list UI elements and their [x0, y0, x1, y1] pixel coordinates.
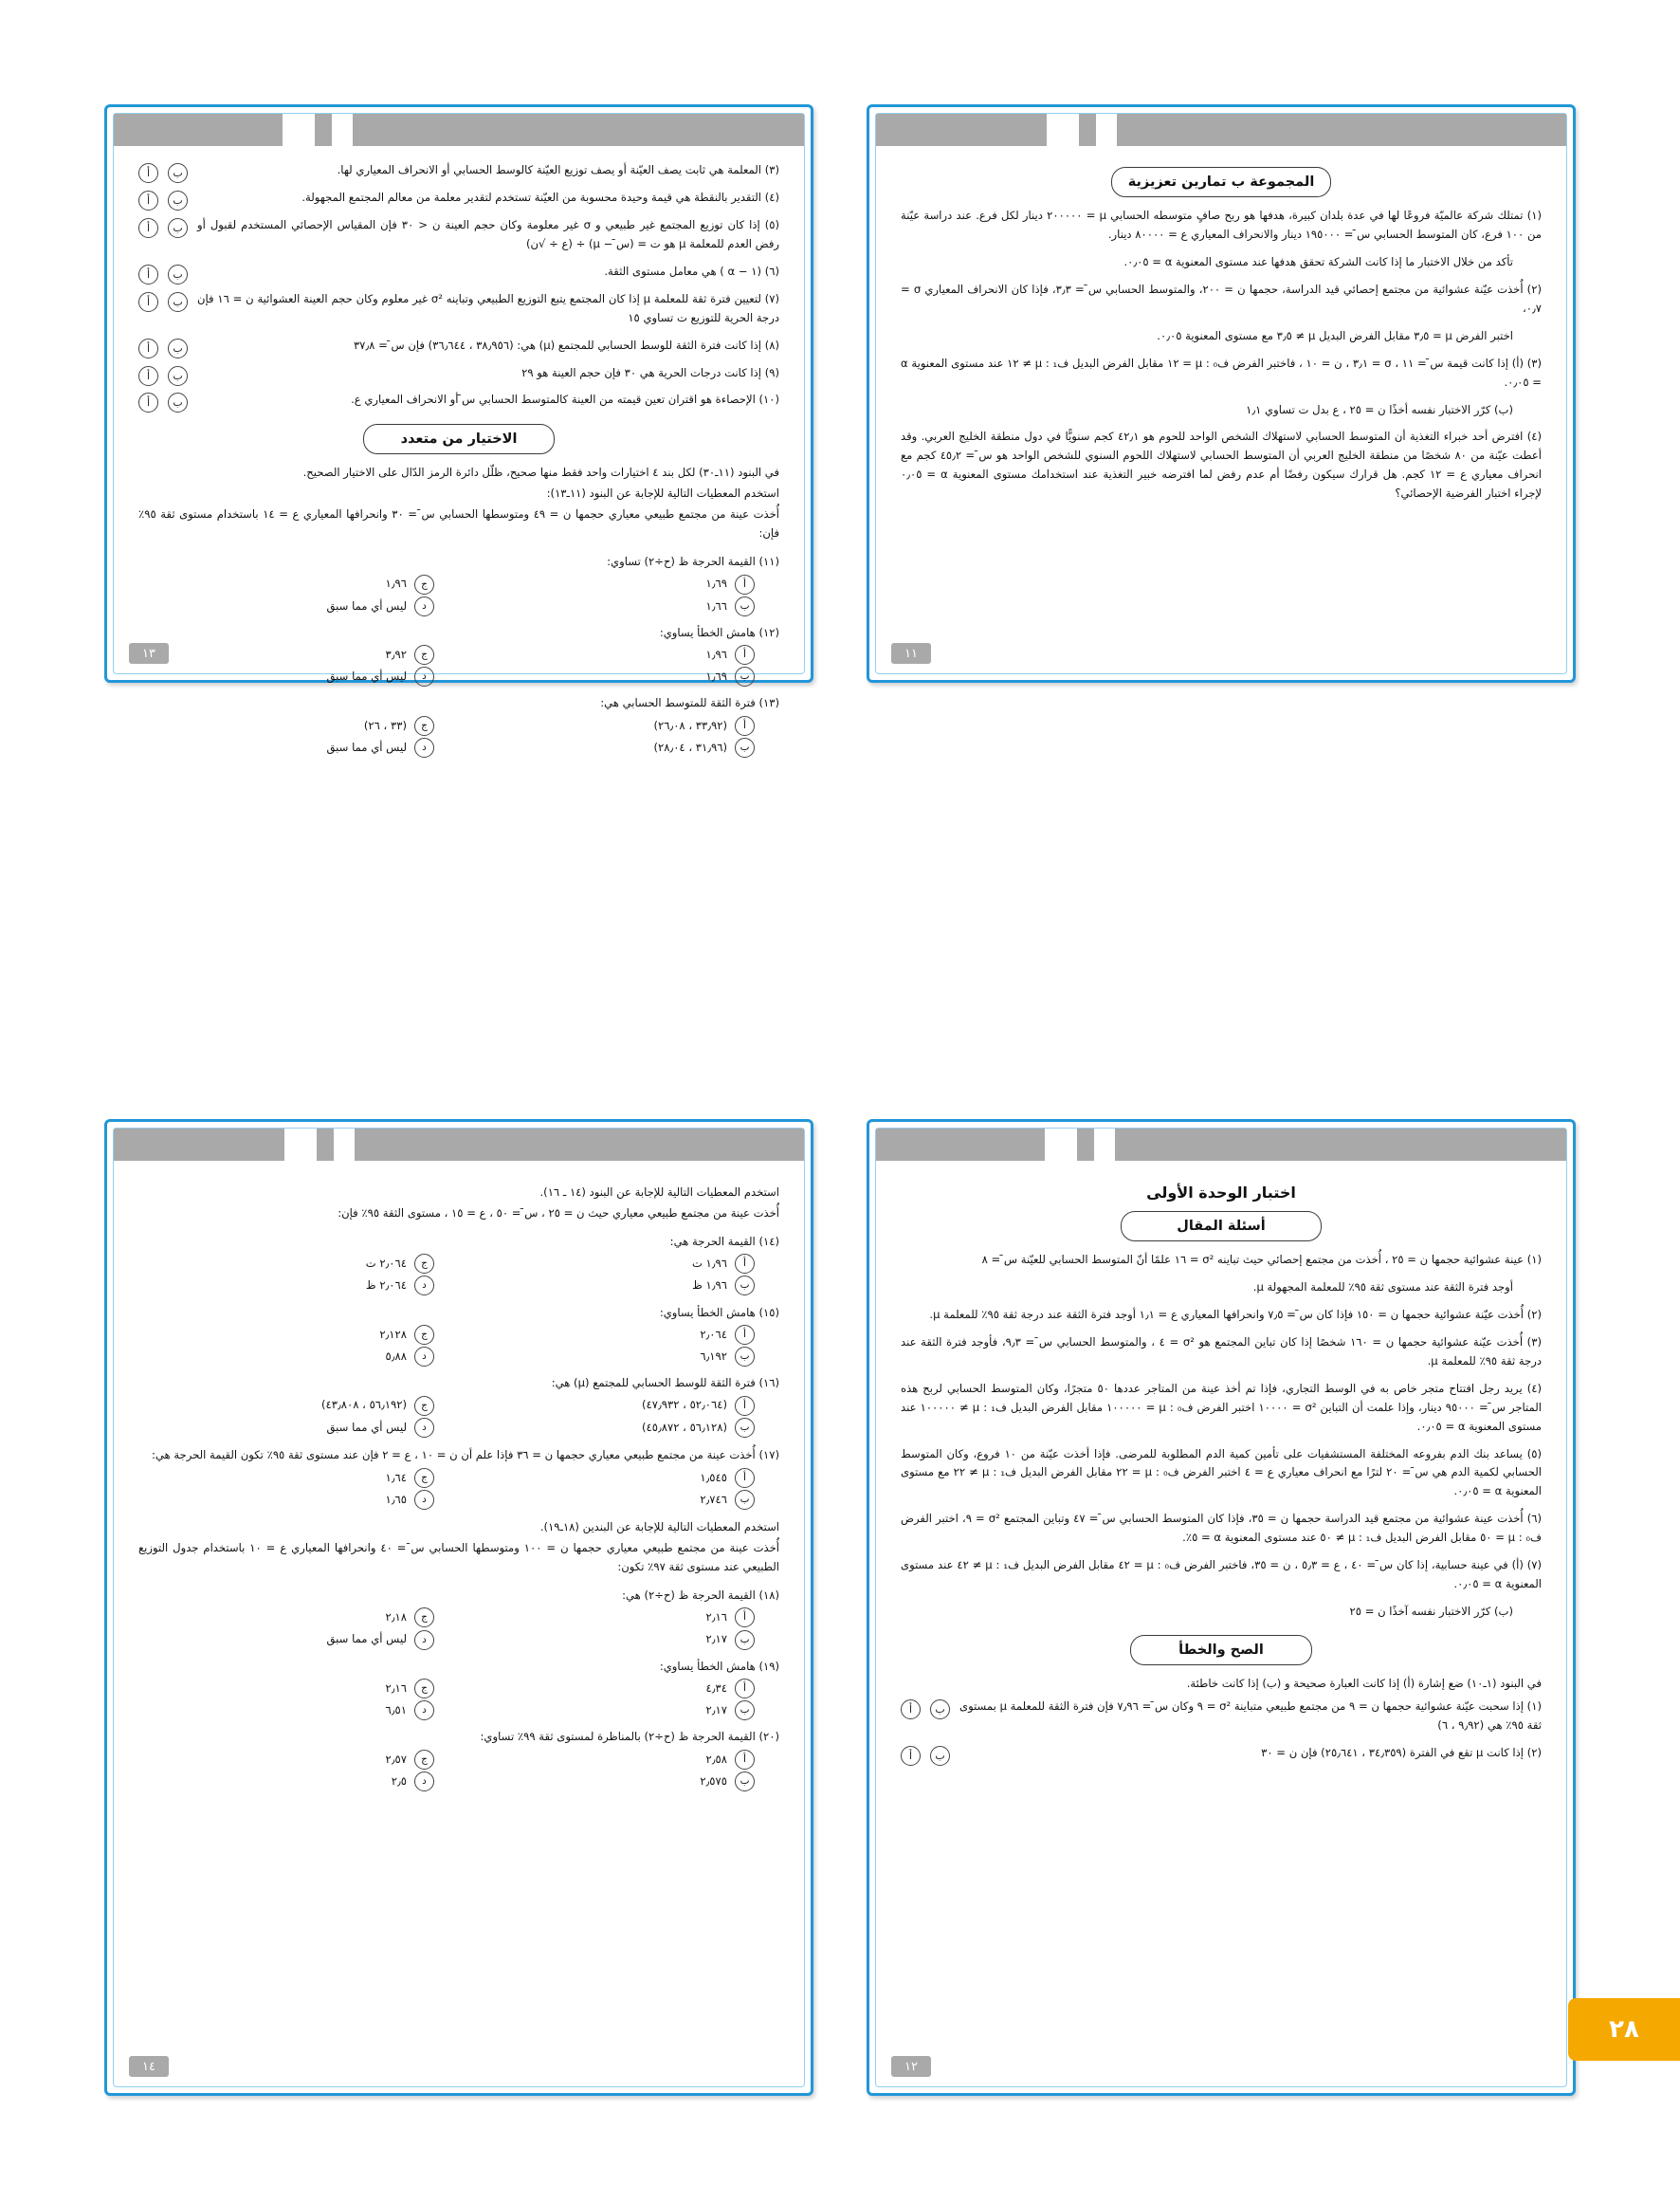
option[interactable] — [459, 1467, 779, 1489]
option-circle-b[interactable]: ب — [168, 366, 188, 386]
option-label[interactable]: أ — [735, 575, 755, 595]
options-grid — [138, 715, 779, 759]
tf-answer-options[interactable] — [901, 1698, 950, 1719]
option-label[interactable]: د — [414, 1700, 434, 1720]
option[interactable] — [459, 666, 779, 688]
option-text: ٢٫١٦ — [385, 1680, 407, 1695]
page-header-bar — [876, 114, 1566, 146]
option-label[interactable]: ج — [414, 645, 434, 665]
option-label[interactable]: أ — [735, 1325, 755, 1345]
option-label[interactable]: أ — [735, 1468, 755, 1488]
question-stem: (١٤) القيمة الحرجة هي: — [669, 1234, 779, 1248]
option[interactable] — [138, 1253, 459, 1275]
exercise-item: اختبر الفرض μ = ٣٫٥ مقابل الفرض البديل μ ≠ ٣٫٥ مع مستوى المعنوية ٠٫٠٥. — [1157, 328, 1513, 342]
option-text: ٢٫٠٦٤ — [700, 1327, 727, 1341]
exercise-item: تأكد من خلال الاختبار ما إذا كانت الشركة تحقق هدفها عند مستوى المعنوية α = ٠٫٠٥. — [1123, 254, 1513, 268]
option-text: ٢٫٥٧٥ — [700, 1773, 727, 1788]
option[interactable] — [138, 1275, 459, 1296]
option-label[interactable]: د — [414, 1772, 434, 1791]
tf-row — [901, 1698, 1542, 1744]
mcq-given: أُخذت عينة من مجتمع طبيعي معياري حجمها ن = ٤٩ ومتوسطها الحسابي س̄ = ٣٠ وانحرافها المعياري ع = ١٤ باستخدام مستوى ثقة ٩٥٪ فإن: — [138, 507, 780, 541]
option-text: ٥٫٨٨ — [385, 1349, 407, 1363]
option-circle-b[interactable]: ب — [168, 218, 188, 238]
tf-statement: (١) إذا سحبت عيّنة عشوائية حجمها ن = ٩ من مجتمع طبيعي متباينة σ² = ٩ وكان س̄ = ٧٫٩٦ فإن فترة الثقة للمعلمة μ بمستوى ثقة ٩٥٪ هي (٩٫٩٢ ، ٦) — [959, 1698, 1542, 1732]
question-stem: (١٧) أُخذت عينة من مجتمع طبيعي معياري حجمها ن = ٣٦ فإذا علم أن ن = ١٠ ، ع = ٢ فإن عند مستوى ثقة ٩٥٪ تكون القيمة الحرجة هي: — [151, 1447, 779, 1461]
option[interactable] — [138, 644, 459, 666]
header-gap-b — [1094, 1129, 1115, 1161]
option-circle-b[interactable]: ب — [168, 163, 188, 183]
tf-statement: (٨) إذا كانت فترة الثقة للوسط الحسابي للمجتمع (μ) هي: (٣٨٫٩٥٦ ، ٣٦٫٦٤٤) فإن س̄ = ٣٧٫٨ — [353, 338, 779, 352]
mcq-use-data: استخدم المعطيات التالية للإجابة عن البندين (١٨ـ١٩). — [539, 1520, 779, 1534]
truefalse-instructions: في البنود (١ـ١٠) ضع إشارة (أ) إذا كانت العبارة صحيحة و (ب) إذا كانت خاطئة. — [1186, 1677, 1542, 1690]
page-content — [876, 152, 1566, 673]
option-circle-b[interactable]: ب — [168, 393, 188, 413]
option[interactable] — [459, 1489, 779, 1511]
page-number: ١٢ — [891, 2056, 931, 2077]
option-label[interactable]: ج — [414, 1254, 434, 1274]
option-label[interactable]: د — [414, 1418, 434, 1438]
option-label[interactable]: أ — [735, 1607, 755, 1627]
option[interactable] — [459, 1678, 779, 1699]
page-card-top-right — [867, 104, 1576, 683]
options-grid — [138, 644, 779, 688]
exercise-item: (٢) أُخذت عيّنة عشوائية من مجتمع إحصائي قيد الدراسة، حجمها ن = ٢٠٠، والمتوسط الحسابي س̄ = ٣٫٣، فإذا كان الانحراف المعياري σ = ٠٫٧، — [901, 282, 1542, 315]
page-inner — [875, 113, 1567, 674]
header-gap-b — [334, 1129, 355, 1161]
option-text: ليس أي مما سبق — [326, 670, 407, 684]
tf-answer-options[interactable] — [138, 290, 188, 312]
option[interactable] — [138, 1749, 459, 1771]
options-grid — [138, 1324, 779, 1368]
page-title: اختبار الوحدة الأولى — [1146, 1184, 1296, 1202]
option[interactable] — [459, 1394, 779, 1416]
option-text: (٣٣ ، ٢٦) — [363, 718, 407, 732]
tf-answer-options[interactable] — [138, 364, 188, 386]
option-text: ١٫٩٦ ت — [691, 1257, 727, 1271]
option-label[interactable]: ب — [735, 1700, 755, 1720]
option-label[interactable]: ب — [735, 1630, 755, 1650]
option-text: ١٫٦٩ — [705, 670, 727, 684]
option-label[interactable]: د — [414, 1490, 434, 1510]
page-header-bar — [114, 114, 804, 146]
option-circle-b[interactable]: ب — [168, 339, 188, 358]
option-label[interactable]: د — [414, 1276, 434, 1295]
option-text: ١٫٦٩ — [705, 577, 727, 591]
option-circle-a[interactable]: أ — [138, 265, 158, 285]
option-circle-b[interactable]: ب — [168, 191, 188, 211]
option-circle-b[interactable]: ب — [168, 292, 188, 312]
option[interactable] — [459, 1417, 779, 1439]
option-text: ٣٫٩٢ — [385, 648, 407, 662]
tf-statement: (٩) إذا كانت درجات الحرية هي ٣٠ فإن حجم العينة هو ٢٩ — [521, 365, 779, 379]
essay-item: أوجد فترة الثقة عند مستوى ثقة ٩٥٪ للمعلمة المجهولة μ. — [1252, 1279, 1513, 1294]
question-stem: (١٢) هامش الخطأ يساوي: — [659, 625, 779, 639]
option[interactable] — [459, 737, 779, 759]
options-grid — [138, 1394, 779, 1438]
option-circle-b[interactable]: ب — [168, 265, 188, 285]
option-text: ١٫٥٤٥ — [700, 1470, 727, 1484]
tf-row — [138, 263, 779, 290]
tf-statement: (٤) التقدير بالنقطة هي قيمة وحيدة محسوبة من العيّنة تستخدم لتقدير معلمة من معالم المجتمع المجهولة. — [301, 190, 779, 204]
tf-statement: (٧) لتعيين فترة ثقة للمعلمة μ إذا كان المجتمع يتبع التوزيع الطبيعي وتباينه σ² غير معلوم وكان حجم العينة العشوائية ن = ١٦ فإن درجة الحرية للتوزيع ت تساوي ١٥ — [197, 291, 779, 324]
question-stem: (٢٠) القيمة الحرجة ظ (ح÷٢) بالمناظرة لمستوى ثقة ٩٩٪ تساوي: — [480, 1730, 779, 1744]
option[interactable] — [138, 1394, 459, 1416]
page-card-top-left — [104, 104, 813, 754]
option[interactable] — [138, 737, 459, 759]
essay-item: (٤) يريد رجل افتتاح متجر خاص به في الوسط التجاري، فإذا تم أخذ عينة من المتاجر عددها ٥٠ متجرًا، وكان المتوسط الحسابي لربح هذه المتاجر س̄ = ٩٥٠٠٠ دينار، وإذا علمت أن التباين σ² = ١٠٠٠٠ اختبر الفرض ف₀ : μ = ١٠٠٠٠٠ مقابل الفرض البديل ف₁ : μ ≠ ١٠٠٠٠٠ عند مستوى المعنوية α = ٠٫٠٥. — [901, 1381, 1542, 1433]
option-label[interactable]: أ — [735, 645, 755, 665]
option-text: ٢٫٥٨ — [705, 1752, 727, 1766]
option[interactable] — [138, 1606, 459, 1628]
page-card-bottom-left — [104, 1119, 813, 2096]
option-text: ليس أي مما سبق — [326, 740, 407, 754]
tf-row — [138, 216, 779, 263]
option-label[interactable]: ج — [414, 1396, 434, 1416]
option-text: ٢٫٥٧ — [385, 1752, 407, 1766]
option-label[interactable]: ب — [735, 738, 755, 758]
unit-number-tab: ٢٨ — [1568, 1998, 1680, 2061]
page-header-bar — [114, 1129, 804, 1161]
option-label[interactable]: ج — [414, 1679, 434, 1698]
option-text: ليس أي مما سبق — [326, 1632, 407, 1646]
option-label[interactable]: د — [414, 597, 434, 616]
option-text: (٥٦٫١٩٢ ، ٤٣٫٨٠٨) — [321, 1398, 407, 1412]
option-text: ٢٫١٨ — [385, 1610, 407, 1625]
tf-row — [901, 1744, 1542, 1772]
option-label[interactable]: أ — [735, 1254, 755, 1274]
option-text: ليس أي مما سبق — [326, 1420, 407, 1434]
tf-statement: (١٠) الإحصاءة هو اقتران تعين قيمته من العينة كالمتوسط الحسابي س̄ أو الانحراف المعياري ع. — [351, 393, 779, 407]
tf-statement: (٢) إذا كانت μ تقع في الفترة (٣٤٫٣٥٩ ، ٢٥٫٦٤١) فإن ن = ٣٠ — [1261, 1745, 1542, 1759]
options-grid — [138, 1678, 779, 1721]
page-number: ١٤ — [129, 2056, 169, 2077]
options-grid — [138, 1606, 779, 1650]
option-label[interactable]: ج — [414, 1750, 434, 1770]
option-label[interactable]: أ — [735, 1750, 755, 1770]
essay-item: (٥) يساعد بنك الدم بفروعه المختلفة المستشفيات على تأمين كمية الدم المطلوبة للمرضى. فإذا أخذت عيّنة من ١٠ فروع، وكان المتوسط الحسابي لكمية الدم هي س̄ = ٢٠ لترًا مع انحراف معياري ع = ٤ اختبر الفرض ف₀ : μ = ٢٢ مقابل الفرض البديل ف₁ : μ ≠ ٢٢ مع مستوى المعنوية α = ٠٫٠٥. — [901, 1446, 1542, 1498]
essay-item: (٣) أُخذت عيّنة عشوائية حجمها ن = ١٦٠ شخصًا إذا كان تباين المجتمع هو σ² = ٤ ، والمتوسط الحسابي س̄ = ٩٫٣، فأوجد فترة الثقة عند درجة ثقة ٩٥٪ للمعلمة μ. — [901, 1334, 1542, 1368]
page-number: ١١ — [891, 643, 931, 664]
option-text: ٢٫٠٦٤ ظ — [365, 1278, 407, 1293]
mcq-given: أُخذت عينة من مجتمع طبيعي معياري حيث ن = ٢٥ ، س̄ = ٥٠ ، ع = ١٥ ، مستوى الثقة ٩٥٪ فإن: — [338, 1205, 779, 1220]
option[interactable] — [138, 1771, 459, 1792]
tf-answer-options[interactable] — [138, 161, 188, 183]
option-circle-a[interactable]: أ — [138, 393, 158, 413]
options-grid — [138, 1749, 779, 1792]
option-text: (٥٦٫١٢٨ ، ٤٥٫٨٧٢) — [642, 1420, 727, 1434]
option-label[interactable]: ج — [414, 1468, 434, 1488]
option-label[interactable]: ب — [735, 597, 755, 616]
option[interactable] — [459, 1346, 779, 1368]
option-label[interactable]: د — [414, 667, 434, 687]
mcq-given: أُخذت عينة من مجتمع طبيعي معياري حجمها ن = ١٠٠ ومتوسطها الحسابي س̄ = ٤٠ وانحرافها المعياري ع = ١٠ باستخدام جدول التوزيع الطبيعي عند مستوى ثقة ٩٧٪ تكون: — [138, 1541, 779, 1574]
question-stem: (١٥) هامش الخطأ يساوي: — [659, 1305, 779, 1319]
page-content — [114, 1166, 804, 2086]
option[interactable] — [459, 644, 779, 666]
option-circle-b[interactable]: ب — [930, 1746, 950, 1766]
tf-row — [138, 391, 779, 418]
option-text: (٣٣٫٩٢ ، ٢٦٫٠٨) — [653, 718, 727, 732]
tf-row — [138, 364, 779, 392]
option[interactable] — [459, 1324, 779, 1346]
tf-answer-options[interactable] — [138, 189, 188, 211]
option[interactable] — [459, 596, 779, 617]
option[interactable] — [459, 1771, 779, 1792]
essay-item: (ب) كرّر الاختبار نفسه آخذًا ن = ٢٥ — [1349, 1605, 1513, 1619]
question-stem: (١٣) فترة الثقة للمتوسط الحسابي هي: — [600, 696, 779, 710]
option-text: ٢٫٧٤٦ — [700, 1492, 727, 1506]
options-grid — [138, 1467, 779, 1511]
truefalse-section-pill: الصح والخطأ — [1130, 1635, 1312, 1665]
option[interactable] — [459, 1275, 779, 1296]
tf-row — [138, 337, 779, 364]
tf-statement: (٥) إذا كان توزيع المجتمع غير طبيعي و σ غير معلومة وكان حجم العينة ن < ٣٠ فإن المقياس الإحصائي المستخدم لقبول أو رفض العدم للمعلمة μ هو ت = (س̄ − μ) ÷ (ع ÷ √ن) — [197, 217, 779, 250]
option-label[interactable]: أ — [735, 1679, 755, 1698]
option-circle-a[interactable]: أ — [138, 218, 158, 238]
option-text: ١٫٩٦ — [705, 648, 727, 662]
exercise-item: (١) تمتلك شركة عالميّة فروعًا لها في عدة بلدان كبيرة، هدفها هو ربح صافٍ متوسطه الحسابي μ = ٢٠٠٠٠٠ دينار لكل فرع. عند دراسة عيّنة من ١٠٠ فرع، كان المتوسط الحسابي س̄ = ١٩٥٠٠٠ دينار والانحراف المعياري ع = ٨٠٠٠٠ دينار. — [901, 209, 1542, 241]
option-label[interactable]: ب — [735, 667, 755, 687]
option-label[interactable]: د — [414, 1630, 434, 1650]
essay-item: (١) عينة عشوائية حجمها ن = ٢٥ ، أُخذت من مجتمع إحصائي حيث تباينه σ² = ١٦ علمًا أنّ المتوسط الحسابي للعيّنة س̄ = ٨ — [981, 1253, 1542, 1266]
option[interactable] — [138, 1628, 459, 1650]
tf-answer-options[interactable] — [138, 391, 188, 413]
option-label[interactable]: ج — [414, 1325, 434, 1345]
header-gap-a — [283, 114, 315, 146]
option[interactable] — [459, 573, 779, 595]
exercise-item: (٣) (أ) إذا كانت قيمة س̄ = ١١ ، σ = ٣٫١ ، ن = ١٠ ، فاختبر الفرض ف₀ : μ = ١٢ مقابل الفرض البديل ف₁ : μ ≠ ١٢ عند مستوى المعنوية α = ٠٫٠٥. — [901, 356, 1542, 389]
option-circle-a[interactable]: أ — [138, 163, 158, 183]
option[interactable] — [459, 1606, 779, 1628]
option-label[interactable]: أ — [735, 1396, 755, 1416]
essay-item: (٢) أُخذت عيّنة عشوائية حجمها ن = ١٥٠ فإذا كان س̄ = ٧٫٥ وانحرافها المعياري ع = ١٫١ أوجد فترة الثقة عند درجة ثقة ٩٥٪ للمعلمة μ. — [929, 1307, 1542, 1321]
option-circle-a[interactable]: أ — [901, 1699, 921, 1719]
option-text: ٢٫٠٦٤ ت — [365, 1257, 407, 1271]
option-circle-a[interactable]: أ — [901, 1746, 921, 1766]
option[interactable] — [138, 573, 459, 595]
option[interactable] — [459, 715, 779, 737]
tf-row — [138, 161, 779, 189]
option[interactable] — [138, 666, 459, 688]
tf-statement: (٦) (١ − α ) هي معامل مستوى الثقة. — [604, 264, 779, 278]
header-gap-b — [332, 114, 353, 146]
exercise-item: (٤) افترض أحد خبراء التغذية أن المتوسط الحسابي لاستهلاك الشخص الواحد للحوم هو ٤٢٫١ كجم سنويًّا في دول منطقة الخليج العربي. وقد أعطت عيّنة من ٨٠ شخصًا من منطقة الخليج العربي أن المتوسط الحسابي لاستهلاك اللحوم السنوي للشخص الواحد هو س̄ = ٤٥٫٢ كجم مع انحراف معياري ع = ١٢ كجم. هل قرارك سيكون رفضًا أم عدم رفض لما افترضه خبير التغذية عند استخدامك مستوى المعنوية α = ٠٫٠٥ لإجراء اختبار الفرضية الإحصائي؟ — [901, 430, 1543, 501]
option-text: ٢٫١٧ — [705, 1703, 727, 1717]
mcq-use-data: استخدم المعطيات التالية للإجابة عن البنود (١٤ ـ ١٦). — [539, 1185, 779, 1199]
exercise-item: (ب) كرّر الاختبار نفسه أخذًا ن = ٢٥ ، ع بدل ت تساوي ١٫١ — [1246, 402, 1513, 416]
tf-answer-options[interactable] — [138, 263, 188, 285]
option-text: (٣١٫٩٦ ، ٢٨٫٠٤) — [653, 740, 727, 754]
options-grid — [138, 1253, 779, 1296]
option[interactable] — [138, 1699, 459, 1721]
page-content — [876, 1166, 1566, 2086]
option-label[interactable]: ب — [735, 1276, 755, 1295]
header-gap-b — [1096, 114, 1117, 146]
question-stem: (١٦) فترة الثقة للوسط الحسابي للمجتمع (μ) هي: — [551, 1376, 779, 1390]
option-text: (٥٢٫٠٦٤ ، ٤٧٫٩٣٢) — [642, 1398, 727, 1412]
mcq-instructions: في البنود (١١ـ٣٠) لكل بند ٤ اختيارات واحد فقط منها صحيح، ظلّل دائرة الرمز الدّال على الاختيار الصحيح. — [302, 466, 779, 480]
essay-item: (٧) (أ) في عينة حسابية، إذا كان س̄ = ٤٠ ، ع = ٥٫٣ ، ن = ٣٥، فاختبر الفرض ف₀ : μ = ٤٢ مقابل الفرض البديل ف₁ : μ ≠ ٤٢ عند مستوى المعنوية α = ٠٫٠٥. — [901, 1558, 1542, 1591]
option[interactable] — [459, 1628, 779, 1650]
option-label[interactable]: أ — [735, 716, 755, 736]
option-text: ١٫٩٦ — [385, 577, 407, 591]
mcq-use-data: استخدم المعطيات التالية للإجابة عن البنود (١١ـ١٣): — [546, 486, 779, 501]
header-gap-a — [284, 1129, 317, 1161]
option[interactable] — [138, 1678, 459, 1699]
option-label[interactable]: ج — [414, 716, 434, 736]
option-label[interactable]: ج — [414, 1607, 434, 1627]
option-label[interactable]: ب — [735, 1772, 755, 1791]
option[interactable] — [138, 715, 459, 737]
option-text: ١٫٦٥ — [385, 1492, 407, 1506]
option-label[interactable]: ج — [414, 575, 434, 595]
section-title-pill: المجموعة ب تمارين تعزيزية — [1111, 167, 1331, 197]
option[interactable] — [138, 1467, 459, 1489]
page-content — [114, 152, 804, 754]
option-text: ٦٫٥١ — [385, 1703, 407, 1717]
option-text: ٦٫١٩٢ — [700, 1349, 727, 1363]
option-text: ٢٫٥ — [391, 1773, 407, 1788]
tf-answer-options[interactable] — [901, 1744, 950, 1766]
option-text: ٢٫١٦ — [705, 1610, 727, 1625]
option-circle-a[interactable]: أ — [138, 339, 158, 358]
option-text: ١٫٦٤ — [385, 1470, 407, 1484]
question-stem: (١٩) هامش الخطأ يساوي: — [659, 1659, 779, 1673]
page-number: ١٣ — [129, 643, 169, 664]
option-text: ٤٫٣٤ — [705, 1680, 727, 1695]
option-circle-a[interactable]: أ — [138, 292, 158, 312]
tf-statement: (٣) المعلمة هي ثابت يصف العيّنة أو يصف توزيع العيّنة كالوسط الحسابي أو الانحراف المعياري لها. — [337, 163, 779, 176]
tf-row — [138, 189, 779, 216]
essay-item: (٦) أُخذت عينة عشوائية من مجتمع قيد الدراسة حجمها ن = ٣٥، فإذا كان المتوسط الحسابي س̄ = ٤٧ وتباين المجتمع σ² = ٩، اختبر الفرض ف₀ : μ = ٥٠ مقابل الفرض البديل ف₁ : μ ≠ ٥٠ عند مستوى المعنوية α = ٥٪. — [901, 1512, 1542, 1545]
option-circle-b[interactable]: ب — [930, 1699, 950, 1719]
mcq-section-pill: الاختيار من متعدد — [363, 424, 555, 454]
option-text: ١٫٦٦ — [705, 598, 727, 613]
question-stem: (١٨) القيمة الحرجة ظ (ح÷٢) هي: — [622, 1588, 779, 1602]
option[interactable] — [459, 1749, 779, 1771]
page-inner — [113, 113, 805, 754]
option-text: ليس أي مما سبق — [326, 598, 407, 613]
option-circle-a[interactable]: أ — [138, 191, 158, 211]
option[interactable] — [459, 1699, 779, 1721]
tf-answer-options[interactable] — [138, 337, 188, 358]
option-label[interactable]: د — [414, 738, 434, 758]
page-card-bottom-right — [867, 1119, 1576, 2096]
option-circle-a[interactable]: أ — [138, 366, 158, 386]
option-text: ٢٫١٢٨ — [379, 1327, 407, 1341]
option-label[interactable]: ب — [735, 1347, 755, 1367]
options-grid — [138, 573, 779, 616]
option-text: ١٫٩٦ ظ — [692, 1278, 727, 1293]
option[interactable] — [138, 1324, 459, 1346]
page-header-bar — [876, 1129, 1566, 1161]
header-gap-a — [1045, 1129, 1077, 1161]
option-label[interactable]: ب — [735, 1418, 755, 1438]
option[interactable] — [138, 596, 459, 617]
page-inner — [875, 1128, 1567, 2087]
tf-answer-options[interactable] — [138, 216, 188, 238]
section-title-pill: أسئلة المقال — [1121, 1211, 1322, 1241]
option-label[interactable]: ب — [735, 1490, 755, 1510]
option-label[interactable]: د — [414, 1347, 434, 1367]
option[interactable] — [459, 1253, 779, 1275]
option[interactable] — [138, 1489, 459, 1511]
option[interactable] — [138, 1417, 459, 1439]
tf-row — [138, 290, 779, 337]
page-inner — [113, 1128, 805, 2087]
header-gap-a — [1047, 114, 1079, 146]
question-stem: (١١) القيمة الحرجة ظ (ح÷٢) تساوي: — [607, 555, 779, 569]
option-text: ٢٫١٧ — [705, 1632, 727, 1646]
option[interactable] — [138, 1346, 459, 1368]
